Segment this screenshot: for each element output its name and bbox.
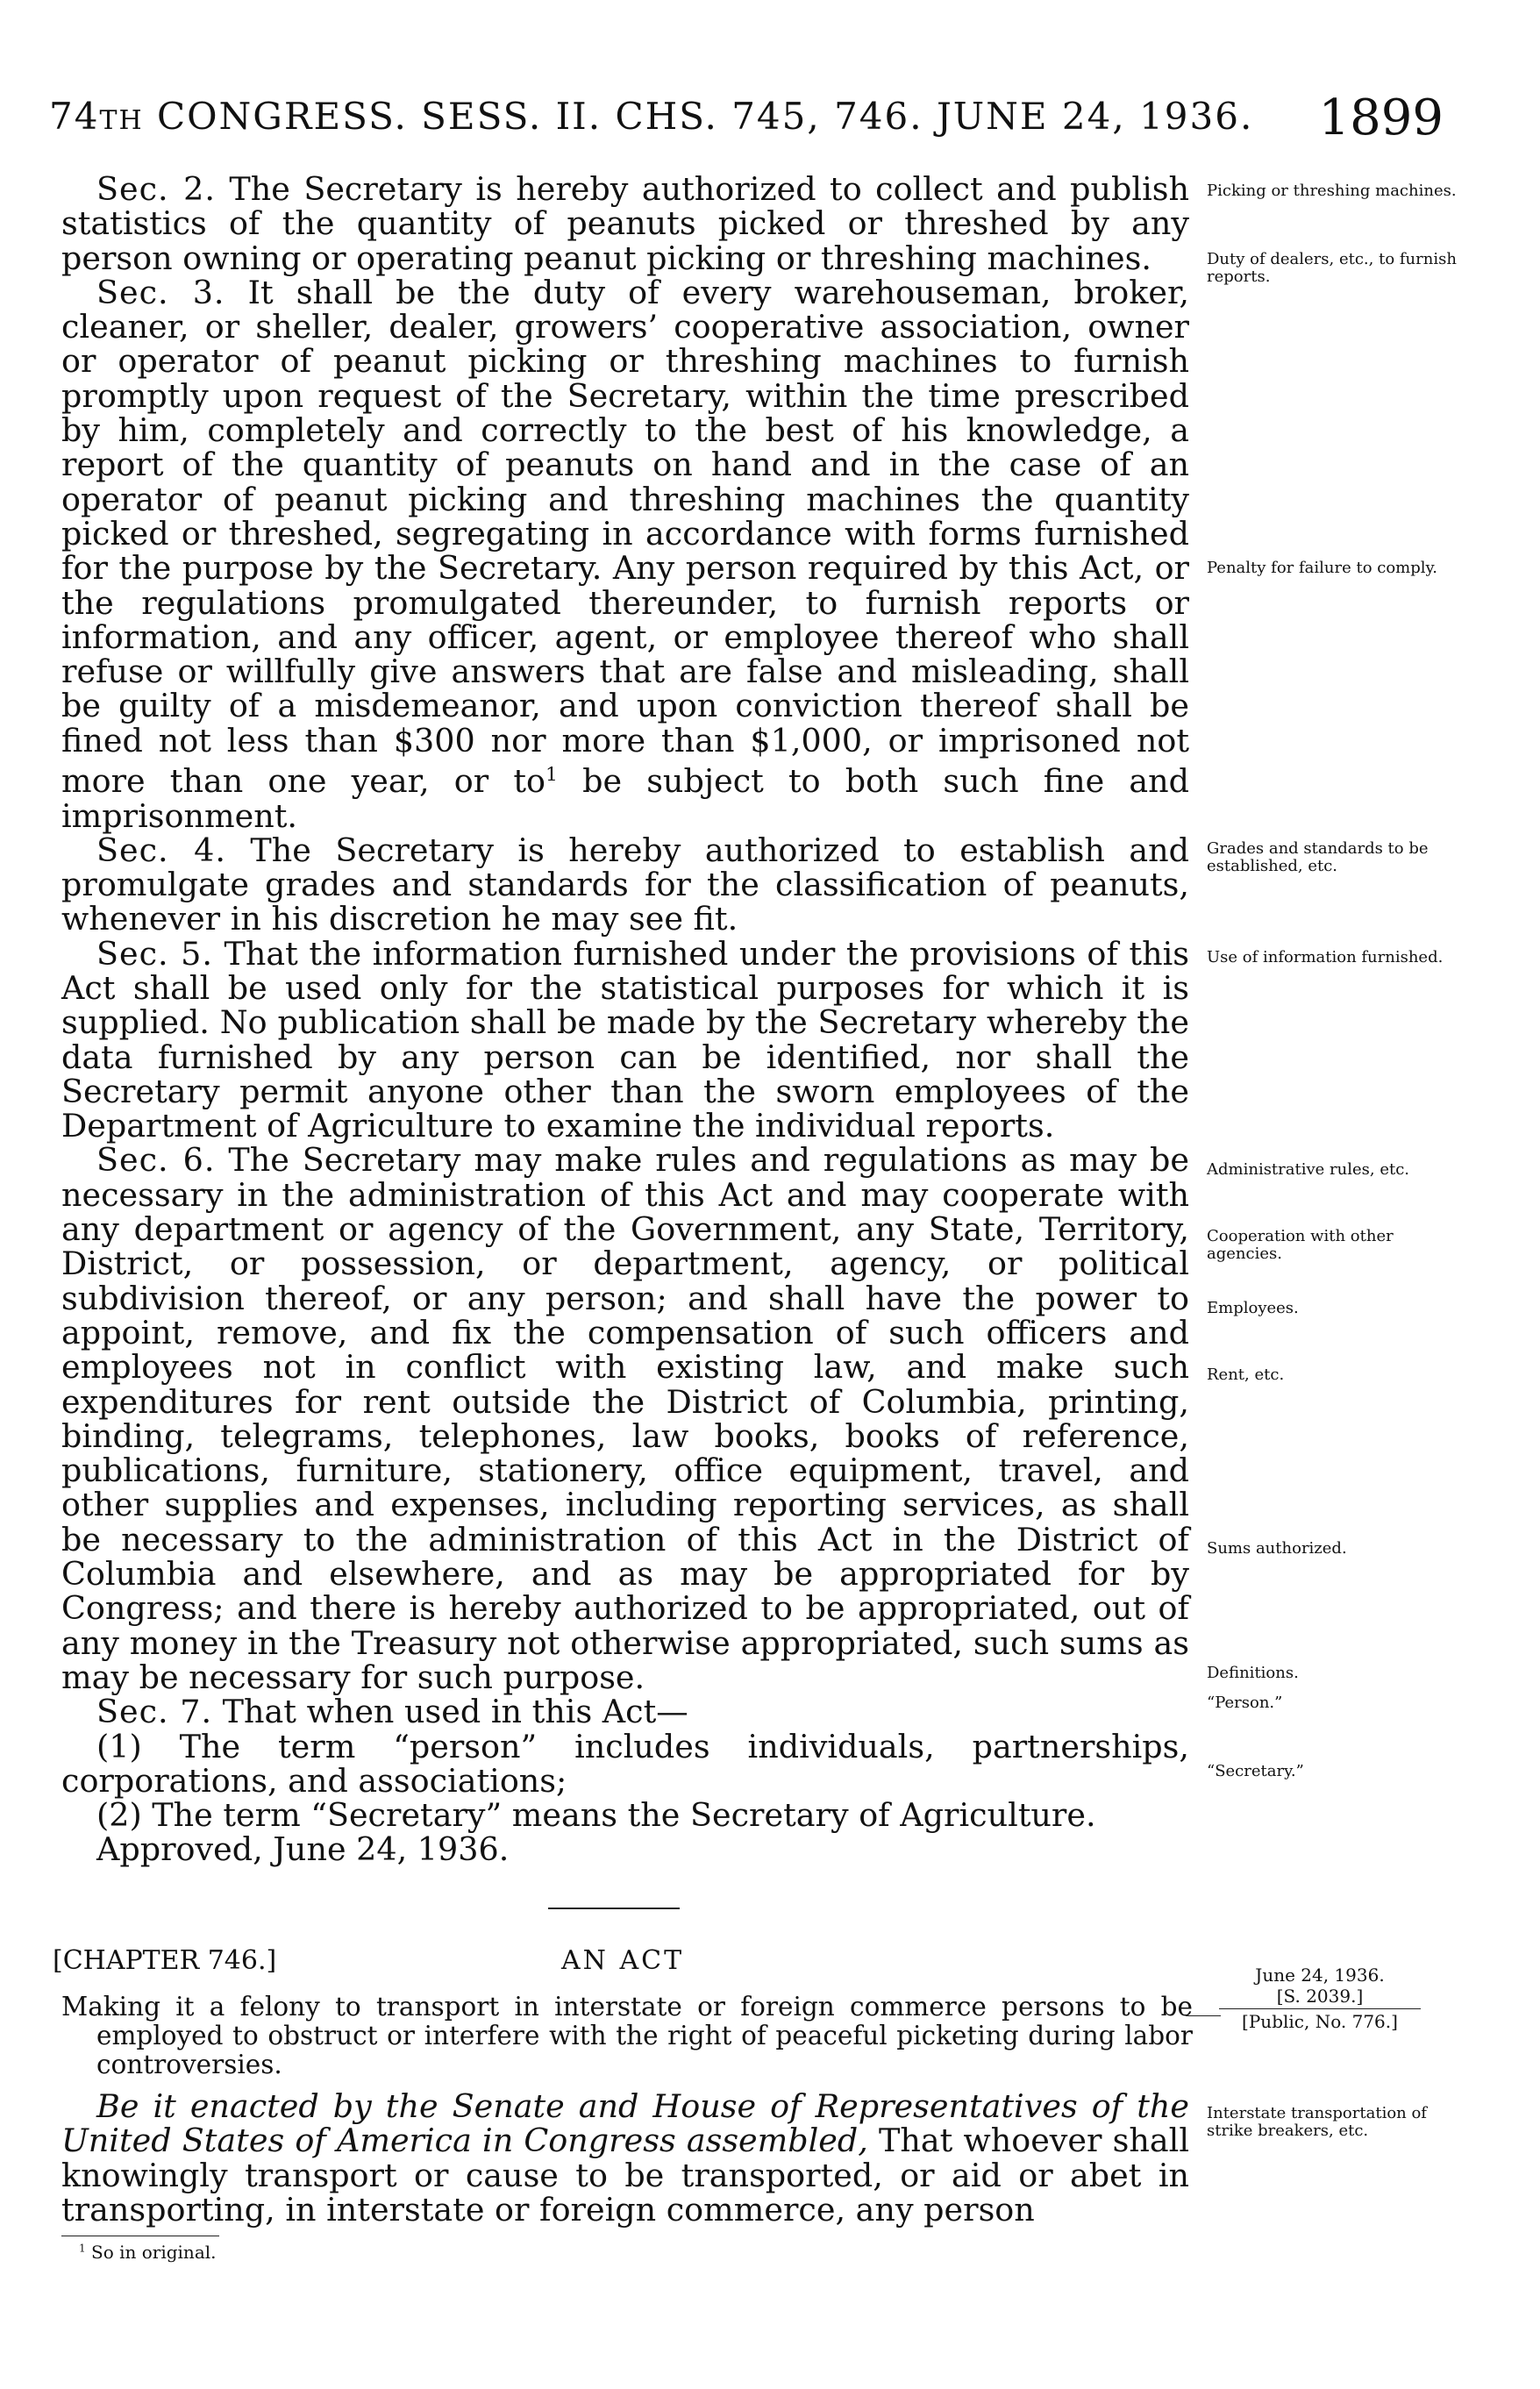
act-date: June 24, 1936.: [1255, 1965, 1385, 1986]
margin-note-picking: Picking or threshing machines.: [1207, 182, 1457, 200]
margin-note-employees: Employees.: [1207, 1299, 1299, 1317]
margin-note-sums: Sums authorized.: [1207, 1539, 1347, 1558]
margin-note-person: “Person.”: [1207, 1694, 1283, 1712]
title-leader-rule: [1186, 2015, 1221, 2016]
running-header: 74TH CONGRESS. SESS. II. CHS. 745, 746. JUNE 24, 1936.: [49, 95, 1254, 138]
approved-line: Approved, June 24, 1936.: [96, 1830, 510, 1869]
margin-note-rent: Rent, etc.: [1207, 1366, 1285, 1384]
section-7: Sec. 7. That when used in this Act—: [96, 1693, 688, 1731]
section-4: Sec. 4. The Secretary is hereby authorized to establish and promulgate grades and standards for the classification of peanuts, whenever in his discretion he may see fit.: [61, 831, 1190, 938]
statute-body: [61, 172, 1189, 1867]
act-heading: AN ACT: [561, 1945, 685, 1976]
act-date-block: [1219, 1965, 1421, 2032]
margin-note-secretary: “Secretary.”: [1207, 1762, 1304, 1780]
definition-person: (1) The term “person” includes individuals, partnerships, corporations, and associations;: [61, 1727, 1189, 1800]
act-body: That whoever shall knowingly transport or cause to be transported, or aid or abet in transporting, in interstate or foreign commerce, any person: [61, 2122, 1189, 2229]
margin-note-use-info: Use of information furnished.: [1207, 948, 1444, 966]
definition-secretary: (2) The term “Secretary” means the Secretary of Agriculture.: [96, 1796, 1096, 1835]
chapter-label: [CHAPTER 746.]: [53, 1945, 277, 1976]
margin-note-definitions: Definitions.: [1207, 1664, 1299, 1682]
public-law-number: [Public, No. 776.]: [1242, 2011, 1398, 2032]
footnote: $^1$ So in original.: [79, 2242, 217, 2263]
margin-note-duty: Duty of dealers, etc., to furnish reports.: [1207, 250, 1457, 286]
enacting-text: [61, 2089, 1189, 2227]
section-6: Sec. 6. The Secretary may make rules and regulations as may be necessary in the administration of this Act and may cooperate with any department or agency of the Government, any State, Territory, District, or possession, or department, agency, or political subdivision thereof, or any person; and shall have the power to appoint, remove, and fix the compensation of such officers and employees not in conflict with existing law, and make such expenditures for rent outside the District of Columbia, printing, binding, telegrams, telephones, law books, books of reference, publications, furniture, stationery, office equipment, travel, and other supplies and expenses, including reporting services, as shall be necessary to the administration of this Act in the District of Columbia and elsewhere, and as may be appropriated for by Congress; and there is hereby authorized to be appropriated, out of any money in the Treasury not otherwise appropriated, such sums as may be necessary for such purpose.: [61, 1141, 1190, 1696]
margin-note-interstate: Interstate transportation of strike breakers, etc.: [1207, 2104, 1427, 2140]
section-divider: [548, 1908, 680, 1909]
date-rule: [1219, 2008, 1421, 2009]
margin-note-cooperation: Cooperation with other agencies.: [1207, 1227, 1394, 1263]
enacting-clause: Be it enacted by the Senate and House of Representatives of the United States of America in Congress assembled,: [61, 2087, 1189, 2160]
page-number: 1899: [1318, 89, 1444, 146]
margin-note-penalty: Penalty for failure to comply.: [1207, 559, 1438, 577]
section-2: Sec. 2. The Secretary is hereby authorized to collect and publish statistics of the quantity of peanuts picked or threshed by any person owning or operating peanut picking or threshing machines.: [61, 170, 1189, 277]
section-3: Sec. 3. It shall be the duty of every warehouseman, broker, cleaner, or sheller, dealer, growers’ cooperative association, owner or operator of peanut picking or threshing machines to furnish promptly upon request of the Secretary, within the time prescribed by him, completely and correctly to the best of his knowledge, a report of the quantity of peanuts on hand and in the case of an operator of peanut picking and threshing machines the quantity picked or threshed, segregating in accordance with forms furnished for the purpose by the Secretary. Any person required by this Act, or the regulations promulgated thereunder, to furnish reports or information, and any officer, agent, or employee thereof who shall refuse or willfully give answers that are false and misleading, shall be guilty of a misdemeanor, and upon conviction thereof shall be fined not less than $300 nor more than $1,000, or imprisoned not more than one year, or $to^1$ be subject to both such fine and imprisonment.: [61, 273, 1190, 835]
section-5: Sec. 5. That the information furnished under the provisions of this Act shall be used only for the statistical purposes for which it is supplied. No publication shall be made by the Secretary whereby the data furnished by any person can be identified, nor shall the Secretary permit anyone other than the sworn employees of the Department of Agriculture to examine the individual reports.: [61, 934, 1190, 1145]
margin-note-grades: Grades and standards to be established, etc.: [1207, 839, 1429, 875]
act-title: Making it a felony to transport in interstate or foreign commerce persons to be employed to obstruct or interfere with the right of peaceful picketing during labor controversies.: [61, 1992, 1193, 2079]
margin-note-admin: Administrative rules, etc.: [1207, 1160, 1410, 1179]
bill-number: [S. 2039.]: [1276, 1986, 1364, 2007]
